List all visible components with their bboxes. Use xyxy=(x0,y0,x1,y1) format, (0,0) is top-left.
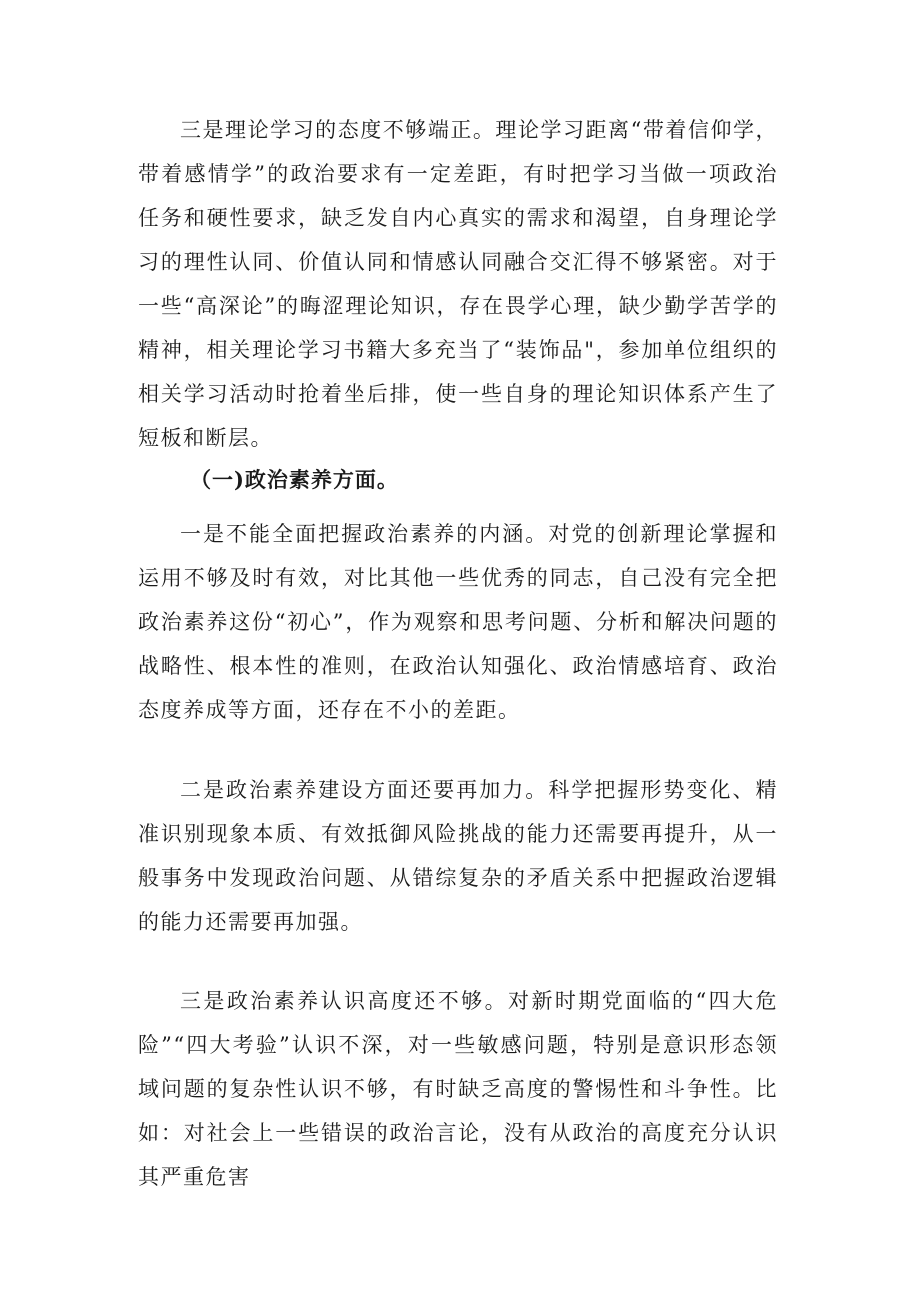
paragraph-literacy-construction: 二是政治素养建设方面还要再加力。科学把握形势变化、精准识别现象本质、有效抵御风险挑战的能力还需要再提升，从一般事务中发现政治问题、从错综复杂的矛盾关系中把握政治逻辑的能力还需要再加强。 xyxy=(138,778,778,934)
section-heading-political-literacy: （一)政治素养方面。 xyxy=(190,467,399,492)
paragraph-literacy-awareness: 三是政治素养认识高度还不够。对新时期党面临的“四大危险”“四大考验”认识不深，对一些敏感问题，特别是意识形态领域问题的复杂性认识不够，有时缺乏高度的警惕性和斗争性。比如：对社会上一些错误的政治言论，没有从政治的高度充分认识其严重危害 xyxy=(138,989,778,1189)
paragraph-grasp-political-literacy: 一是不能全面把握政治素养的内涵。对党的创新理论掌握和运用不够及时有效，对比其他一些优秀的同志，自己没有完全把政治素养这份“初心”，作为观察和思考问题、分析和解决问题的战略性、根本性的准则，在政治认知强化、政治情感培育、政治态度养成等方面，还存在不小的差距。 xyxy=(138,522,778,722)
paragraph-theory-study-attitude: 三是理论学习的态度不够端正。理论学习距离“带着信仰学，带着感情学”的政治要求有一定差距，有时把学习当做一项政治任务和硬性要求，缺乏发自内心真实的需求和渴望，自身理论学习的理性认同、价值认同和情感认同融合交汇得不够紧密。对于一些“高深论”的晦涩理论知识，存在畏学心理，缺少勤学苦学的精神，相关理论学习书籍大多充当了“装饰品"，参加单位组织的相关学习活动时抢着坐后排，使一些自身的理论知识体系产生了短板和断层。 xyxy=(138,118,778,450)
